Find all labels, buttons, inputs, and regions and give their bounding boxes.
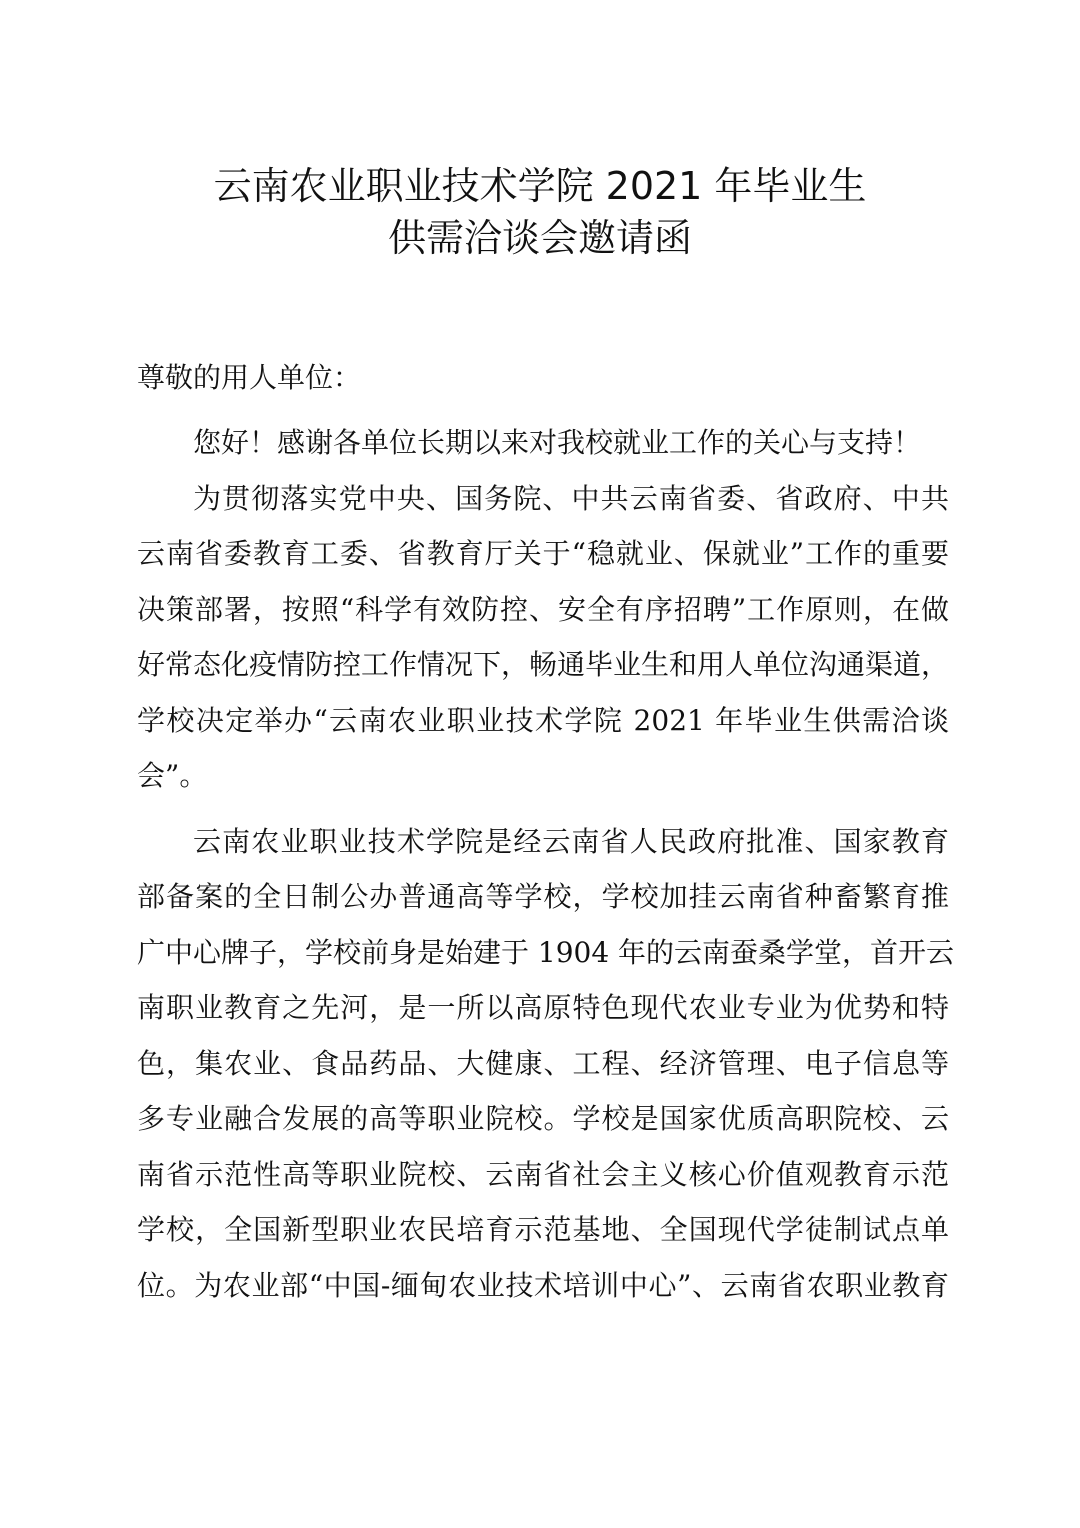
letter-body (137, 350, 955, 1313)
paragraph-line: 云南农业职业技术学院是经云南省人民政府批准、国家教育 (193, 824, 949, 858)
title-line-1: 云南农业职业技术学院 2021 年毕业生 (213, 164, 867, 208)
paragraph-line: 位。为农业部“中国-缅甸农业技术培训中心”、云南省农职业教育 (137, 1268, 949, 1302)
paragraph-line: 广中心牌子，学校前身是始建于 1904 年的云南蚕桑学堂，首开云 (137, 935, 955, 969)
salutation: 尊敬的用人单位： (137, 361, 362, 394)
paragraph-school-intro (137, 814, 955, 1314)
paragraph-line: 多专业融合发展的高等职业院校。学校是国家优质高职院校、云 (137, 1102, 949, 1135)
paragraph-purpose (137, 471, 949, 804)
paragraph-line: 南职业教育之先河，是一所以高原特色现代农业专业为优势和特 (137, 991, 949, 1024)
paragraph-line: 部备案的全日制公办普通高等学校，学校加挂云南省种畜繁育推 (137, 880, 949, 913)
paragraph-line: 您好！感谢各单位长期以来对我校就业工作的关心与支持！ (193, 426, 922, 459)
paragraph-line: 好常态化疫情防控工作情况下，畅通毕业生和用人单位沟通渠道， (137, 648, 950, 681)
paragraph-line: 为贯彻落实党中央、国务院、中共云南省委、省政府、中共 (193, 481, 949, 515)
paragraph-line: 会”。 (137, 759, 208, 792)
paragraph-line: 云南省委教育工委、省教育厅关于“稳就业、保就业”工作的重要 (137, 537, 949, 570)
paragraph-line: 决策部署，按照“科学有效防控、安全有序招聘”工作原则，在做 (137, 592, 949, 626)
paragraph-line: 南省示范性高等职业院校、云南省社会主义核心价值观教育示范 (137, 1157, 949, 1191)
document-title (0, 160, 1080, 264)
paragraph-line: 学校决定举办“云南农业职业技术学院 2021 年毕业生供需洽谈 (137, 703, 949, 737)
title-line-2: 供需洽谈会邀请函 (387, 216, 692, 260)
paragraph-line: 学校，全国新型职业农民培育示范基地、全国现代学徒制试点单 (137, 1213, 949, 1246)
paragraph-line: 色，集农业、食品药品、大健康、工程、经济管理、电子信息等 (137, 1046, 949, 1080)
paragraph-gap (137, 804, 949, 814)
paragraph-greeting (137, 415, 949, 471)
